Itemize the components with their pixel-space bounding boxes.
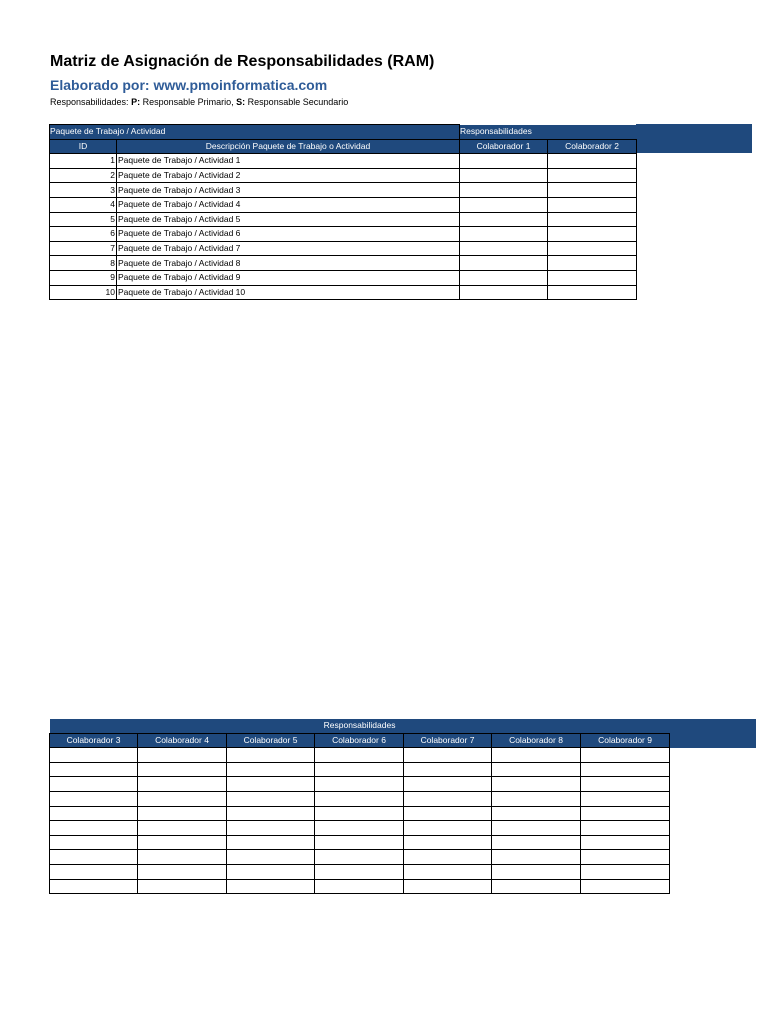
cell-colaborador-7[interactable]: [404, 879, 492, 894]
cell-colaborador-2[interactable]: [548, 227, 637, 242]
cell-colaborador-7[interactable]: [404, 762, 492, 777]
cell-colaborador-4[interactable]: [138, 791, 227, 806]
cell-colaborador-8[interactable]: [492, 762, 581, 777]
cell-colaborador-1[interactable]: [460, 227, 548, 242]
table-row: [50, 241, 637, 256]
cell-colaborador-6[interactable]: [315, 821, 404, 836]
cell-colaborador-9[interactable]: [581, 850, 670, 865]
cell-colaborador-3[interactable]: [50, 850, 138, 865]
legend-p-text: Responsable Primario,: [142, 97, 234, 107]
cell-colaborador-5[interactable]: [227, 821, 315, 836]
column-header-colaborador-4: Colaborador 4: [138, 733, 227, 748]
cell-colaborador-1[interactable]: [460, 212, 548, 227]
cell-colaborador-9[interactable]: [581, 864, 670, 879]
cell-colaborador-2[interactable]: [548, 197, 637, 212]
table-row: [50, 256, 637, 271]
cell-id: 9: [50, 270, 117, 285]
column-header-colaborador-2: Colaborador 2: [548, 139, 637, 154]
cell-colaborador-5[interactable]: [227, 850, 315, 865]
cell-colaborador-7[interactable]: [404, 748, 492, 763]
cell-colaborador-9[interactable]: [581, 762, 670, 777]
table-row: [50, 835, 670, 850]
cell-colaborador-8[interactable]: [492, 864, 581, 879]
header-band-extension-2: [669, 719, 756, 748]
cell-colaborador-3[interactable]: [50, 806, 138, 821]
cell-colaborador-5[interactable]: [227, 791, 315, 806]
header-band-extension: [636, 124, 752, 153]
cell-colaborador-8[interactable]: [492, 791, 581, 806]
cell-colaborador-1[interactable]: [460, 154, 548, 169]
table-row: [50, 864, 670, 879]
ram-table-main: [49, 124, 637, 300]
cell-colaborador-8[interactable]: [492, 850, 581, 865]
group-label-work-package: Paquete de Trabajo / Actividad: [50, 125, 460, 140]
table-row: [50, 227, 637, 242]
cell-description: Paquete de Trabajo / Actividad 10: [117, 285, 460, 300]
table-row: [50, 821, 670, 836]
column-header-id: ID: [50, 139, 117, 154]
cell-description: Paquete de Trabajo / Actividad 7: [117, 241, 460, 256]
cell-colaborador-7[interactable]: [404, 791, 492, 806]
cell-colaborador-4[interactable]: [138, 762, 227, 777]
cell-colaborador-7[interactable]: [404, 806, 492, 821]
cell-colaborador-4[interactable]: [138, 835, 227, 850]
cell-description: Paquete de Trabajo / Actividad 9: [117, 270, 460, 285]
table2-column-header-row: [50, 733, 670, 748]
ram-table-extended: [49, 719, 670, 894]
cell-colaborador-7[interactable]: [404, 850, 492, 865]
cell-colaborador-3[interactable]: [50, 762, 138, 777]
cell-description: Paquete de Trabajo / Actividad 2: [117, 168, 460, 183]
group-label-responsibilities: Responsabilidades: [460, 125, 637, 140]
cell-colaborador-7[interactable]: [404, 821, 492, 836]
cell-colaborador-4[interactable]: [138, 777, 227, 792]
cell-colaborador-9[interactable]: [581, 748, 670, 763]
cell-colaborador-4[interactable]: [138, 748, 227, 763]
cell-id: 3: [50, 183, 117, 198]
cell-colaborador-5[interactable]: [227, 806, 315, 821]
legend-prefix: Responsabilidades:: [50, 97, 129, 107]
cell-colaborador-6[interactable]: [315, 850, 404, 865]
cell-colaborador-3[interactable]: [50, 791, 138, 806]
cell-colaborador-1[interactable]: [460, 285, 548, 300]
table-row: [50, 791, 670, 806]
column-header-colaborador-7: Colaborador 7: [404, 733, 492, 748]
cell-colaborador-1[interactable]: [460, 183, 548, 198]
cell-colaborador-6[interactable]: [315, 762, 404, 777]
cell-colaborador-2[interactable]: [548, 168, 637, 183]
cell-colaborador-6[interactable]: [315, 806, 404, 821]
column-header-colaborador-3: Colaborador 3: [50, 733, 138, 748]
cell-colaborador-9[interactable]: [581, 821, 670, 836]
cell-description: Paquete de Trabajo / Actividad 6: [117, 227, 460, 242]
cell-colaborador-4[interactable]: [138, 850, 227, 865]
page-title: Matriz de Asignación de Responsabilidades (RAM): [50, 53, 435, 70]
cell-description: Paquete de Trabajo / Actividad 8: [117, 256, 460, 271]
cell-colaborador-4[interactable]: [138, 821, 227, 836]
cell-description: Paquete de Trabajo / Actividad 4: [117, 197, 460, 212]
table-row: [50, 748, 670, 763]
cell-colaborador-6[interactable]: [315, 791, 404, 806]
cell-colaborador-3[interactable]: [50, 835, 138, 850]
table-row: [50, 197, 637, 212]
cell-id: 2: [50, 168, 117, 183]
cell-colaborador-2[interactable]: [548, 256, 637, 271]
cell-colaborador-6[interactable]: [315, 748, 404, 763]
cell-colaborador-6[interactable]: [315, 864, 404, 879]
cell-colaborador-1[interactable]: [460, 197, 548, 212]
cell-colaborador-1[interactable]: [460, 241, 548, 256]
legend-s-key: S:: [236, 97, 246, 107]
table-column-header-row: [50, 139, 637, 154]
cell-colaborador-9[interactable]: [581, 879, 670, 894]
table-row: [50, 154, 637, 169]
cell-id: 1: [50, 154, 117, 169]
cell-id: 8: [50, 256, 117, 271]
table-row: [50, 777, 670, 792]
column-header-colaborador-9: Colaborador 9: [581, 733, 670, 748]
cell-colaborador-5[interactable]: [227, 879, 315, 894]
table-row: [50, 270, 637, 285]
table-row: [50, 762, 670, 777]
cell-colaborador-8[interactable]: [492, 835, 581, 850]
cell-colaborador-1[interactable]: [460, 168, 548, 183]
cell-colaborador-8[interactable]: [492, 821, 581, 836]
cell-colaborador-8[interactable]: [492, 806, 581, 821]
cell-colaborador-5[interactable]: [227, 864, 315, 879]
cell-colaborador-4[interactable]: [138, 806, 227, 821]
column-header-colaborador-5: Colaborador 5: [227, 733, 315, 748]
column-header-description: Descripción Paquete de Trabajo o Actividad: [117, 139, 460, 154]
cell-colaborador-7[interactable]: [404, 864, 492, 879]
cell-colaborador-8[interactable]: [492, 777, 581, 792]
table-group-header-row: [50, 125, 637, 140]
cell-id: 4: [50, 197, 117, 212]
cell-colaborador-8[interactable]: [492, 748, 581, 763]
group-label-responsibilities-2: Responsabilidades: [50, 719, 670, 733]
cell-colaborador-7[interactable]: [404, 777, 492, 792]
cell-id: 5: [50, 212, 117, 227]
cell-colaborador-5[interactable]: [227, 748, 315, 763]
cell-colaborador-2[interactable]: [548, 183, 637, 198]
cell-id: 7: [50, 241, 117, 256]
cell-colaborador-5[interactable]: [227, 762, 315, 777]
cell-colaborador-3[interactable]: [50, 777, 138, 792]
cell-colaborador-3[interactable]: [50, 879, 138, 894]
table-row: [50, 212, 637, 227]
cell-colaborador-9[interactable]: [581, 791, 670, 806]
table-row: [50, 879, 670, 894]
cell-description: Paquete de Trabajo / Actividad 1: [117, 154, 460, 169]
table2-group-header-row: [50, 719, 670, 733]
column-header-colaborador-1: Colaborador 1: [460, 139, 548, 154]
column-header-colaborador-8: Colaborador 8: [492, 733, 581, 748]
cell-colaborador-5[interactable]: [227, 835, 315, 850]
cell-colaborador-5[interactable]: [227, 777, 315, 792]
table-row: [50, 806, 670, 821]
cell-colaborador-7[interactable]: [404, 835, 492, 850]
table-row: [50, 183, 637, 198]
cell-id: 10: [50, 285, 117, 300]
table-row: [50, 850, 670, 865]
cell-colaborador-3[interactable]: [50, 821, 138, 836]
cell-description: Paquete de Trabajo / Actividad 3: [117, 183, 460, 198]
table-row: [50, 285, 637, 300]
legend: [50, 97, 348, 107]
cell-colaborador-6[interactable]: [315, 777, 404, 792]
cell-colaborador-9[interactable]: [581, 777, 670, 792]
cell-colaborador-8[interactable]: [492, 879, 581, 894]
cell-colaborador-2[interactable]: [548, 285, 637, 300]
column-header-colaborador-6: Colaborador 6: [315, 733, 404, 748]
cell-colaborador-2[interactable]: [548, 270, 637, 285]
table-row: [50, 168, 637, 183]
cell-colaborador-9[interactable]: [581, 835, 670, 850]
cell-colaborador-1[interactable]: [460, 256, 548, 271]
cell-colaborador-1[interactable]: [460, 270, 548, 285]
legend-p-key: P:: [131, 97, 141, 107]
cell-description: Paquete de Trabajo / Actividad 5: [117, 212, 460, 227]
cell-colaborador-3[interactable]: [50, 748, 138, 763]
cell-colaborador-2[interactable]: [548, 154, 637, 169]
cell-colaborador-6[interactable]: [315, 879, 404, 894]
cell-colaborador-4[interactable]: [138, 879, 227, 894]
cell-colaborador-4[interactable]: [138, 864, 227, 879]
legend-s-text: Responsable Secundario: [247, 97, 349, 107]
cell-colaborador-2[interactable]: [548, 241, 637, 256]
cell-id: 6: [50, 227, 117, 242]
author-link[interactable]: Elaborado por: www.pmoinformatica.com: [50, 77, 328, 93]
cell-colaborador-3[interactable]: [50, 864, 138, 879]
cell-colaborador-6[interactable]: [315, 835, 404, 850]
cell-colaborador-9[interactable]: [581, 806, 670, 821]
cell-colaborador-2[interactable]: [548, 212, 637, 227]
